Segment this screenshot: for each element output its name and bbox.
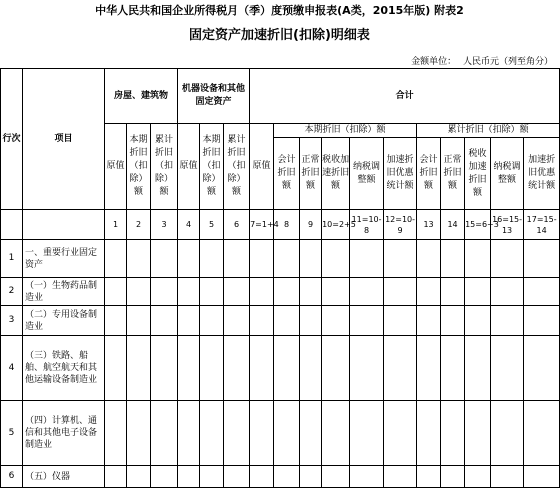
header-total: 合计 <box>250 69 560 124</box>
data-cell[interactable] <box>200 466 224 488</box>
header-machinery-original: 原值 <box>178 124 200 210</box>
data-cell[interactable] <box>441 240 465 278</box>
data-cell[interactable] <box>105 466 127 488</box>
data-cell[interactable] <box>300 240 322 278</box>
header-tax-accel-cumulative: 税收加速折旧额 <box>465 138 491 210</box>
table-row <box>1 306 560 336</box>
col-number: 17=15-14 <box>524 210 560 240</box>
table-row <box>1 278 560 306</box>
col-number: 12=10-9 <box>384 210 417 240</box>
header-building-current: 本期折旧（扣除）额 <box>127 124 151 210</box>
data-cell[interactable] <box>384 278 417 306</box>
header-tax-adjust-current: 纳税调整额 <box>350 138 384 210</box>
data-cell[interactable] <box>224 306 250 336</box>
data-cell[interactable] <box>224 401 250 466</box>
data-cell[interactable] <box>200 240 224 278</box>
data-cell[interactable] <box>300 401 322 466</box>
data-cell[interactable] <box>491 401 524 466</box>
data-cell[interactable] <box>441 401 465 466</box>
data-cell[interactable] <box>441 306 465 336</box>
header-cumulative: 累计折旧（扣除）额 <box>417 124 560 138</box>
row-label: 一、重要行业固定资产 <box>23 240 105 278</box>
data-cell[interactable] <box>524 278 560 306</box>
data-cell[interactable] <box>441 466 465 488</box>
data-cell[interactable] <box>300 336 322 401</box>
data-cell[interactable] <box>350 306 384 336</box>
data-cell[interactable] <box>274 466 300 488</box>
header-normal-cumulative: 正常折旧额 <box>441 138 465 210</box>
header-machinery-current: 本期折旧（扣除）额 <box>200 124 224 210</box>
data-cell[interactable] <box>300 278 322 306</box>
table-row <box>1 336 560 401</box>
data-cell[interactable] <box>127 278 151 306</box>
data-cell[interactable] <box>151 306 178 336</box>
row-label: （二）专用设备制造业 <box>23 306 105 336</box>
data-cell[interactable] <box>127 336 151 401</box>
data-cell[interactable] <box>322 466 350 488</box>
data-cell[interactable] <box>465 278 491 306</box>
col-number: 16=15-13 <box>491 210 524 240</box>
header-machinery-cumulative: 累计折旧（扣除）额 <box>224 124 250 210</box>
data-cell[interactable] <box>127 240 151 278</box>
row-label: （三）铁路、船舶、航空航天和其他运输设备制造业 <box>23 336 105 401</box>
amount-unit <box>407 54 553 67</box>
col-number: 11=10-8 <box>350 210 384 240</box>
data-cell[interactable] <box>127 401 151 466</box>
data-cell[interactable] <box>105 336 127 401</box>
data-cell[interactable] <box>105 240 127 278</box>
header-building-original: 原值 <box>105 124 127 210</box>
data-cell[interactable] <box>250 336 274 401</box>
data-cell[interactable] <box>322 240 350 278</box>
row-label: （一）生物药品制造业 <box>23 278 105 306</box>
table-row <box>1 401 560 466</box>
col-number-row <box>1 210 23 240</box>
data-cell[interactable] <box>178 240 200 278</box>
data-cell[interactable] <box>384 336 417 401</box>
data-cell[interactable] <box>151 466 178 488</box>
header-building-cumulative: 累计折旧（扣除）额 <box>151 124 178 210</box>
col-number: 14 <box>441 210 465 240</box>
col-number: 8 <box>274 210 300 240</box>
data-cell[interactable] <box>491 240 524 278</box>
data-cell[interactable] <box>105 401 127 466</box>
data-cell[interactable] <box>224 278 250 306</box>
data-cell[interactable] <box>200 401 224 466</box>
header-accel-stat-current: 加速折旧优惠统计额 <box>384 138 417 210</box>
data-cell[interactable] <box>350 240 384 278</box>
col-number: 9 <box>300 210 322 240</box>
data-cell[interactable] <box>322 401 350 466</box>
data-cell[interactable] <box>322 306 350 336</box>
data-cell[interactable] <box>274 278 300 306</box>
data-cell[interactable] <box>250 306 274 336</box>
row-number: 5 <box>1 401 23 466</box>
data-cell[interactable] <box>224 466 250 488</box>
data-cell[interactable] <box>105 306 127 336</box>
data-cell[interactable] <box>491 278 524 306</box>
data-cell[interactable] <box>524 336 560 401</box>
data-cell[interactable] <box>417 336 441 401</box>
data-cell[interactable] <box>178 278 200 306</box>
data-cell[interactable] <box>417 278 441 306</box>
unit-value: 人民币元（列至角分） <box>462 57 553 67</box>
col-number: 6 <box>224 210 250 240</box>
data-cell[interactable] <box>491 336 524 401</box>
data-cell[interactable] <box>250 278 274 306</box>
header-normal-current: 正常折旧额 <box>300 138 322 210</box>
data-cell[interactable] <box>105 278 127 306</box>
data-cell[interactable] <box>178 306 200 336</box>
row-number: 6 <box>1 466 23 488</box>
data-cell[interactable] <box>274 401 300 466</box>
data-cell[interactable] <box>274 240 300 278</box>
data-cell[interactable] <box>350 466 384 488</box>
data-cell[interactable] <box>465 401 491 466</box>
data-cell[interactable] <box>127 306 151 336</box>
header-row-no: 行次 <box>1 69 23 210</box>
col-number: 10=2+5 <box>322 210 350 240</box>
data-cell[interactable] <box>524 240 560 278</box>
data-cell[interactable] <box>151 240 178 278</box>
header-total-original: 原值 <box>250 124 274 210</box>
data-cell[interactable] <box>274 336 300 401</box>
data-cell[interactable] <box>384 401 417 466</box>
col-number-item <box>23 210 105 240</box>
row-number: 1 <box>1 240 23 278</box>
col-number: 15=6+3 <box>465 210 491 240</box>
data-cell[interactable] <box>524 466 560 488</box>
row-number: 4 <box>1 336 23 401</box>
data-cell[interactable] <box>465 466 491 488</box>
data-cell[interactable] <box>200 336 224 401</box>
data-cell[interactable] <box>524 401 560 466</box>
row-number: 2 <box>1 278 23 306</box>
data-cell[interactable] <box>465 336 491 401</box>
unit-label: 金额单位： <box>411 57 457 67</box>
header-item: 项目 <box>23 69 105 210</box>
data-cell[interactable] <box>524 306 560 336</box>
data-cell[interactable] <box>491 466 524 488</box>
data-cell[interactable] <box>350 401 384 466</box>
data-cell[interactable] <box>224 240 250 278</box>
row-label: （四）计算机、通信和其他电子设备制造业 <box>23 401 105 466</box>
data-cell[interactable] <box>441 336 465 401</box>
col-number: 3 <box>151 210 178 240</box>
data-cell[interactable] <box>178 336 200 401</box>
data-cell[interactable] <box>300 466 322 488</box>
data-cell[interactable] <box>127 466 151 488</box>
col-number: 5 <box>200 210 224 240</box>
header-machinery: 机器设备和其他固定资产 <box>178 69 250 124</box>
data-cell[interactable] <box>417 466 441 488</box>
data-cell[interactable] <box>178 466 200 488</box>
header-acct-current: 会计折旧额 <box>274 138 300 210</box>
data-cell[interactable] <box>151 278 178 306</box>
table-row <box>1 466 560 488</box>
col-number: 7=1+4 <box>250 210 274 240</box>
data-cell[interactable] <box>465 240 491 278</box>
table-row <box>1 240 560 278</box>
col-number: 13 <box>417 210 441 240</box>
header-building: 房屋、建筑物 <box>105 69 178 124</box>
data-cell[interactable] <box>151 336 178 401</box>
data-cell[interactable] <box>350 278 384 306</box>
data-cell[interactable] <box>384 466 417 488</box>
data-cell[interactable] <box>250 401 274 466</box>
data-cell[interactable] <box>322 278 350 306</box>
col-number: 4 <box>178 210 200 240</box>
data-cell[interactable] <box>465 306 491 336</box>
data-cell[interactable] <box>322 336 350 401</box>
data-cell[interactable] <box>224 336 250 401</box>
data-cell[interactable] <box>384 306 417 336</box>
header-tax-accel-current: 税收加速折旧额 <box>322 138 350 210</box>
header-current-period: 本期折旧（扣除）额 <box>274 124 417 138</box>
data-cell[interactable] <box>250 466 274 488</box>
col-number: 1 <box>105 210 127 240</box>
data-cell[interactable] <box>384 240 417 278</box>
form-title-line2: 固定资产加速折旧(扣除)明细表 <box>189 28 370 43</box>
data-cell[interactable] <box>417 306 441 336</box>
data-cell[interactable] <box>274 306 300 336</box>
header-accel-stat-cumulative: 加速折旧优惠统计额 <box>524 138 560 210</box>
form-title-line1: 中华人民共和国企业所得税月（季）度预缴申报表(A类，2015年版) 附表2 <box>95 4 464 17</box>
row-label: （五）仪器 <box>23 466 105 488</box>
col-number: 2 <box>127 210 151 240</box>
data-cell[interactable] <box>417 401 441 466</box>
header-acct-cumulative: 会计折旧额 <box>417 138 441 210</box>
data-cell[interactable] <box>178 401 200 466</box>
data-cell[interactable] <box>350 336 384 401</box>
data-cell[interactable] <box>151 401 178 466</box>
data-cell[interactable] <box>300 306 322 336</box>
depreciation-table <box>0 68 560 488</box>
data-cell[interactable] <box>200 306 224 336</box>
data-cell[interactable] <box>441 278 465 306</box>
data-cell[interactable] <box>250 240 274 278</box>
data-cell[interactable] <box>200 278 224 306</box>
data-cell[interactable] <box>491 306 524 336</box>
data-cell[interactable] <box>417 240 441 278</box>
header-tax-adjust-cumulative: 纳税调整额 <box>491 138 524 210</box>
row-number: 3 <box>1 306 23 336</box>
